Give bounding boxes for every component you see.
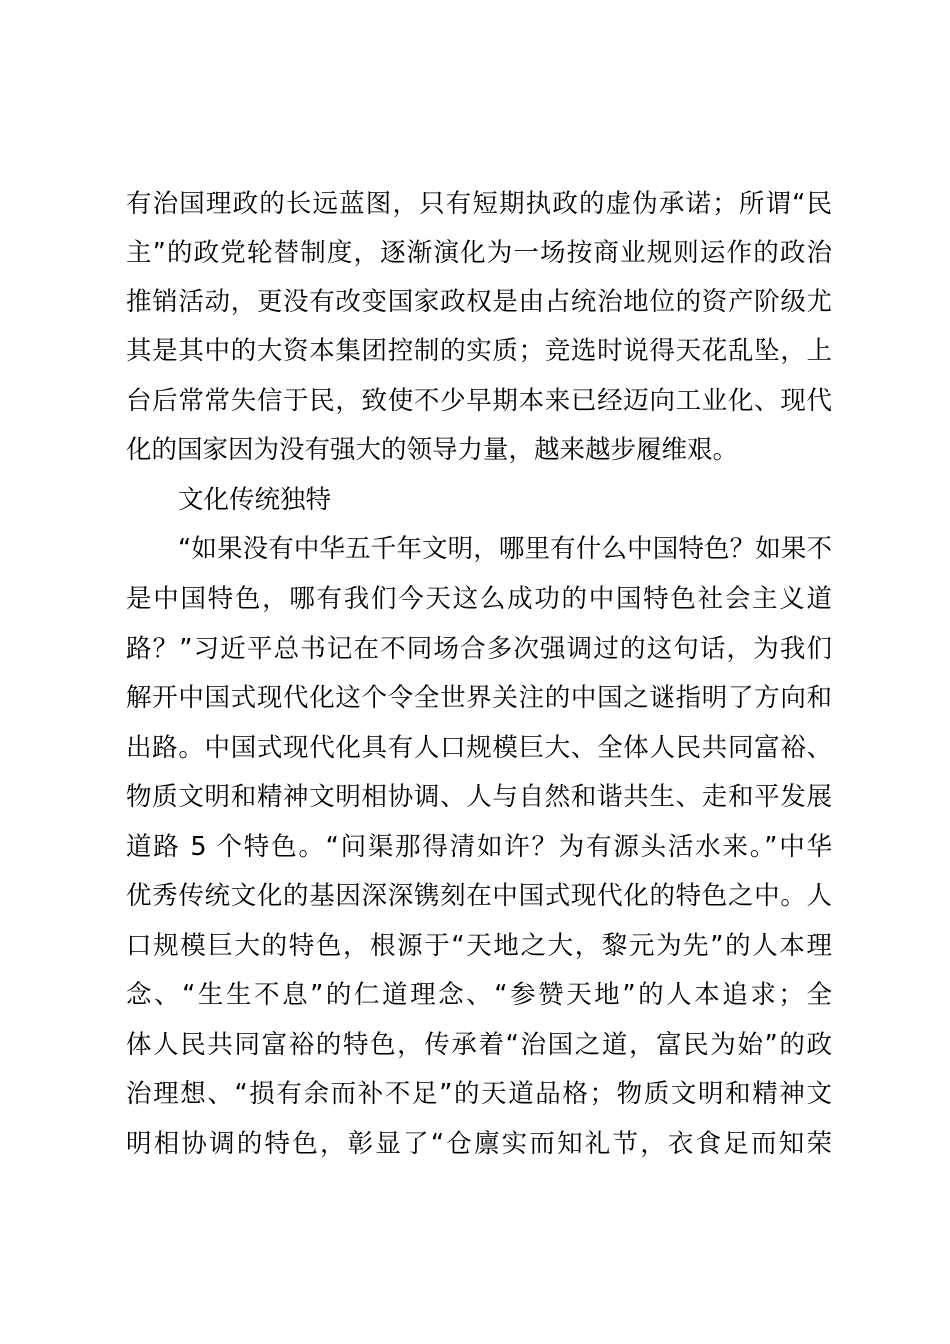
paragraph-2-line: 出路。中国式现代化具有人口规模巨大、全体人民共同富裕、 bbox=[126, 733, 832, 763]
paragraph-1-line: 化的国家因为没有强大的领导力量，越来越步履维艰。 bbox=[126, 435, 739, 465]
paragraph-2-line: 治理想、“损有余而补不足”的天道品格；物质文明和精神文 bbox=[126, 1079, 832, 1109]
paragraph-2-line: 路？”习近平总书记在不同场合多次强调过的这句话，为我们 bbox=[126, 634, 832, 664]
paragraph-2-line: 念、“生生不息”的仁道理念、“参赞天地”的人本追求；全 bbox=[126, 980, 832, 1010]
paragraph-2-line: 明相协调的特色，彰显了“仓廪实而知礼节，衣食足而知荣 bbox=[126, 1129, 832, 1159]
paragraph-1-line: 其是其中的大资本集团控制的实质；竞选时说得天花乱坠，上 bbox=[126, 336, 832, 366]
paragraph-1-line: 台后常常失信于民，致使不少早期本来已经迈向工业化、现代 bbox=[126, 386, 832, 416]
paragraph-1-line: 推销活动，更没有改变国家政权是由占统治地位的资产阶级尤 bbox=[126, 287, 832, 317]
paragraph-2-line: “如果没有中华五千年文明，哪里有什么中国特色？如果不 bbox=[178, 534, 832, 564]
paragraph-2-line: 体人民共同富裕的特色，传承着“治国之道，富民为始”的政 bbox=[126, 1030, 832, 1060]
paragraph-2-line: 物质文明和精神文明相协调、人与自然和谐共生、走和平发展 bbox=[126, 782, 832, 812]
paragraph-2-line: 解开中国式现代化这个令全世界关注的中国之谜指明了方向和 bbox=[126, 683, 832, 713]
paragraph-2-line: 优秀传统文化的基因深深镌刻在中国式现代化的特色之中。人 bbox=[126, 881, 832, 911]
paragraph-1-line: 主”的政党轮替制度，逐渐演化为一场按商业规则运作的政治 bbox=[126, 238, 832, 268]
paragraph-2-line: 是中国特色，哪有我们今天这么成功的中国特色社会主义道 bbox=[126, 584, 832, 614]
section-heading: 文化传统独特 bbox=[178, 485, 332, 515]
paragraph-2-line: 口规模巨大的特色，根源于“天地之大，黎元为先”的人本理 bbox=[126, 931, 832, 961]
paragraph-1-line: 有治国理政的长远蓝图，只有短期执政的虚伪承诺；所谓“民 bbox=[126, 189, 832, 219]
paragraph-2-line: 道路 5 个特色。“问渠那得清如许？为有源头活水来。”中华 bbox=[126, 832, 832, 862]
